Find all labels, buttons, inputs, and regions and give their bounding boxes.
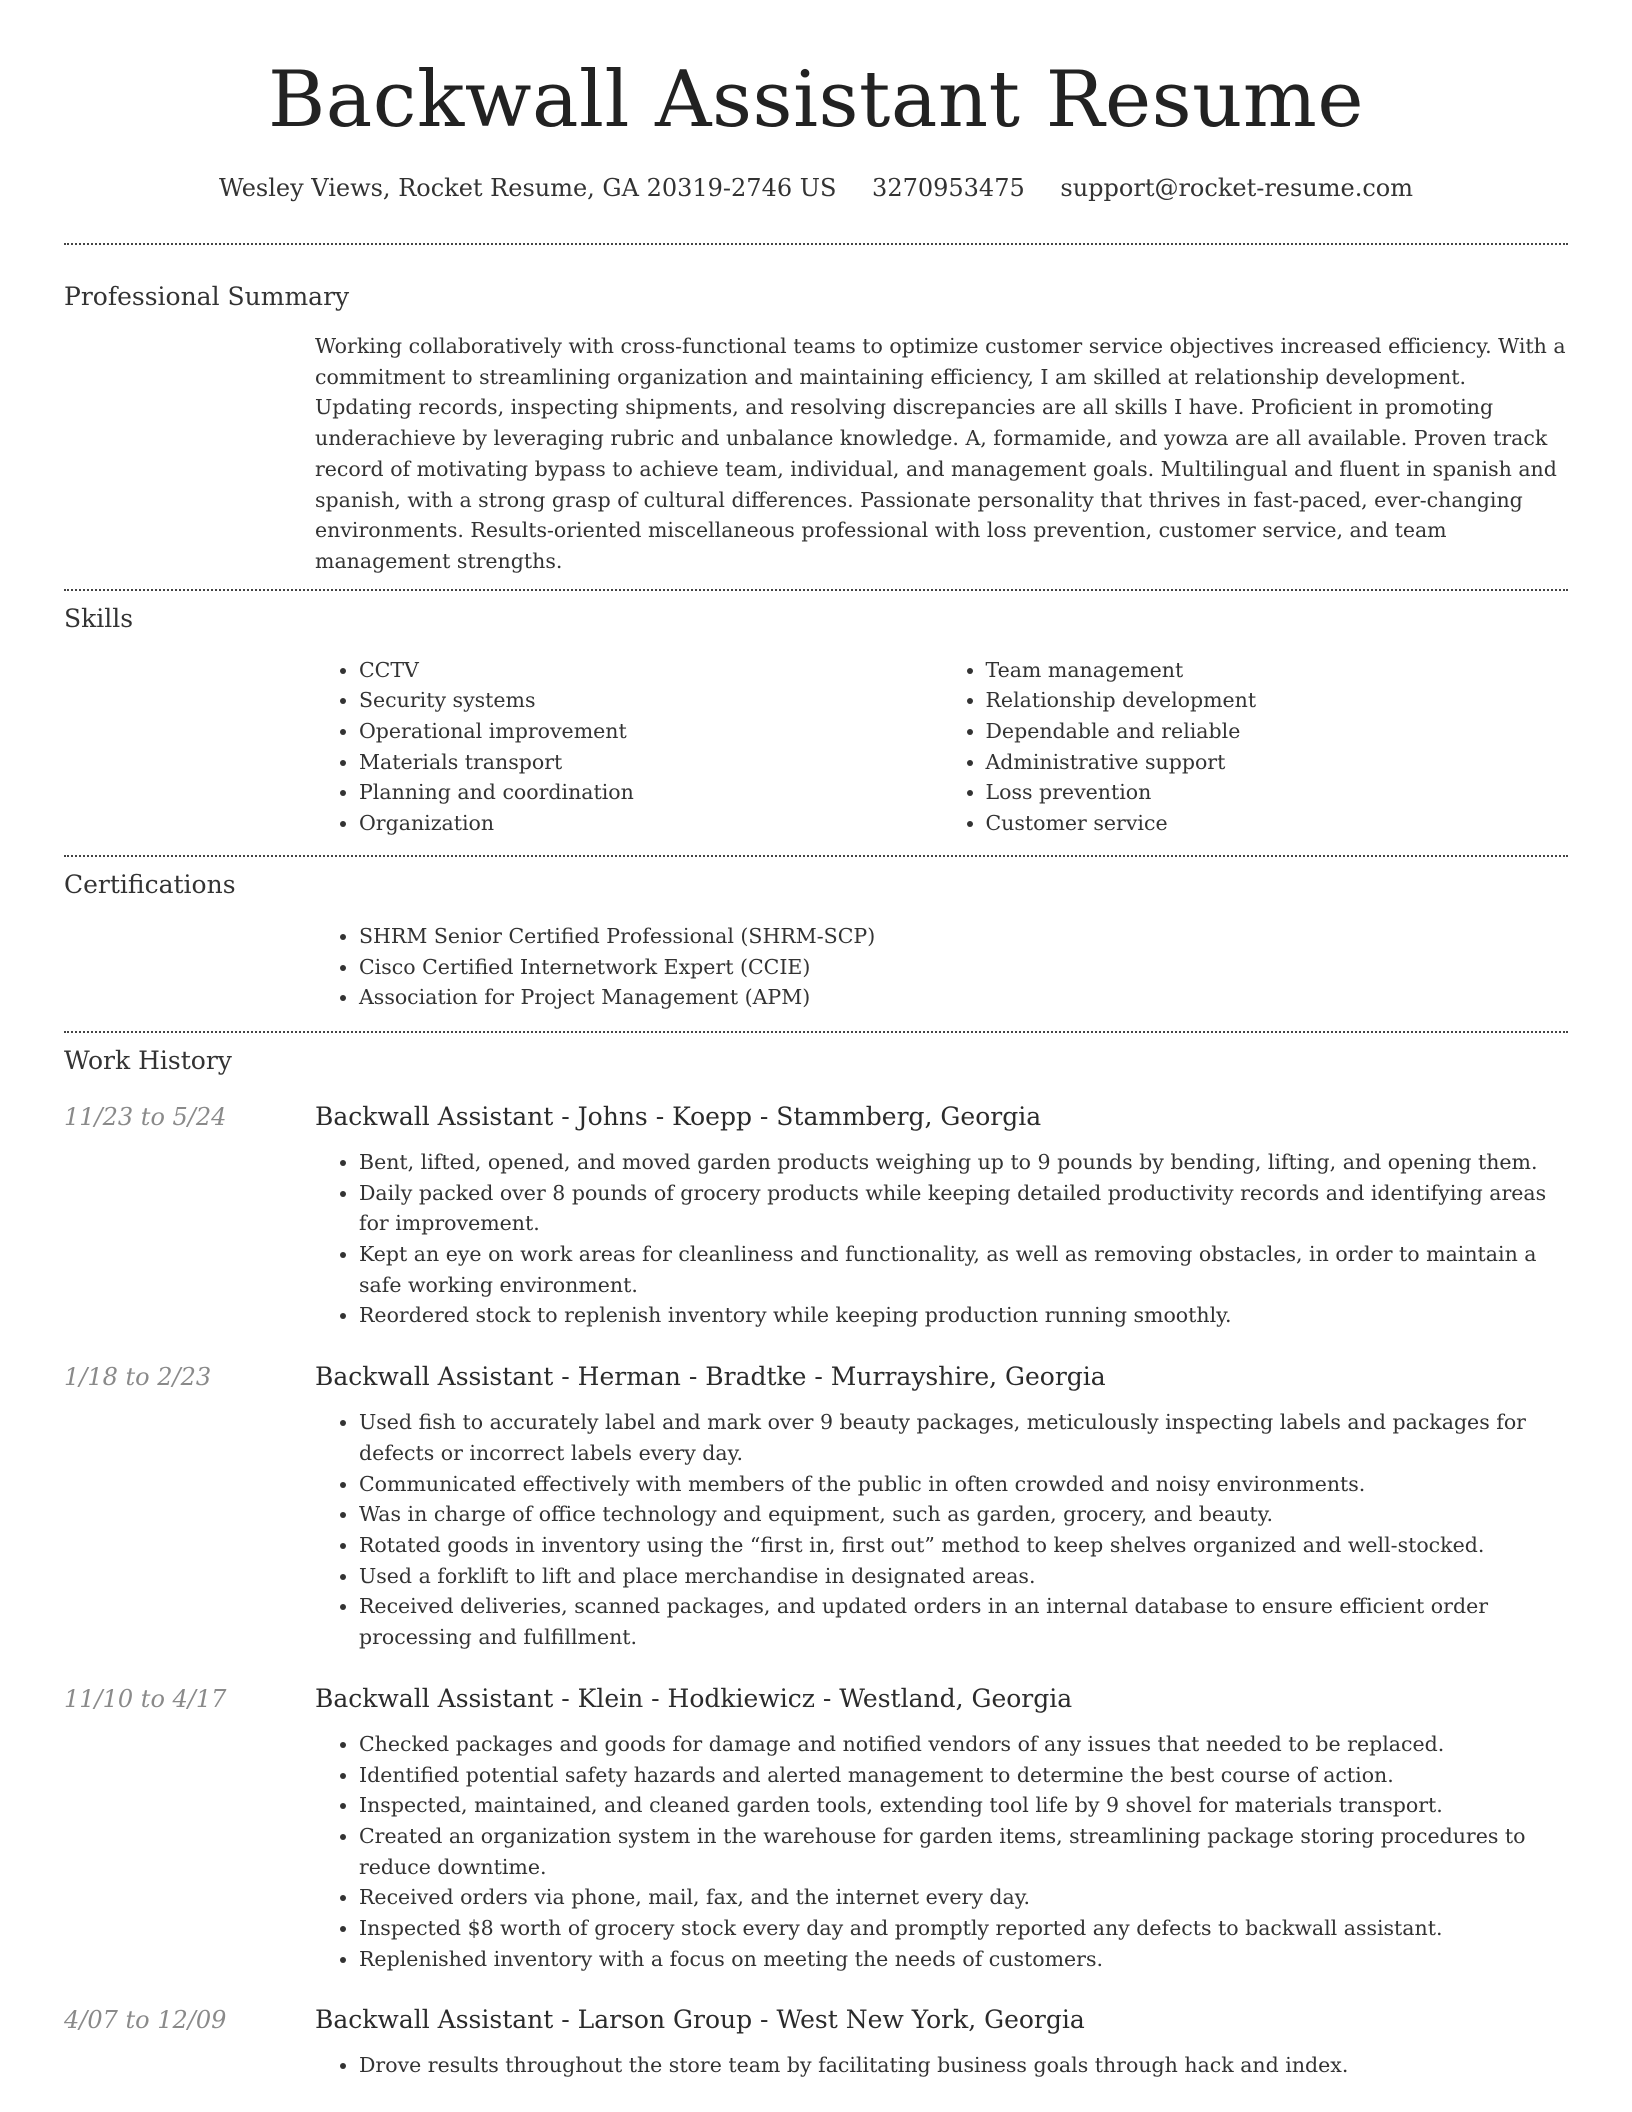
job-bullet: • Inspected, maintained, and cleaned garden tools, extending tool life by 9 shovel for materials transport. [359, 1790, 1568, 1821]
job-bullet: • Used a forklift to lift and place merchandise in designated areas. [359, 1561, 1568, 1592]
skills-list-left [315, 655, 942, 839]
job-bullet: • Received orders via phone, mail, fax, and the internet every day. [359, 1882, 1568, 1913]
job-bullet: • Checked packages and goods for damage and notified vendors of any issues that needed to be replaced. [359, 1729, 1568, 1760]
job-entry [64, 1101, 1568, 1331]
job-dates: 11/23 to 5/24 [64, 1102, 227, 1131]
skill-item: • Dependable and reliable [986, 716, 1569, 747]
skills-heading: Skills [64, 603, 134, 633]
certification-item: • Association for Project Management (APM) [359, 982, 1568, 1013]
skill-item: • Relationship development [986, 685, 1569, 716]
job-title: Backwall Assistant - Herman - Bradtke - Murrayshire, Georgia [315, 1362, 1106, 1392]
skills-columns [315, 655, 1568, 839]
job-bullet: • Kept an eye on work areas for cleanliness and functionality, as well as removing obstacles, in order to maintain a safe working environment. [359, 1239, 1568, 1300]
skill-item: • Operational improvement [359, 716, 942, 747]
job-title: Backwall Assistant - Larson Group - West New York, Georgia [315, 2005, 1085, 2035]
skill-item: • Team management [986, 655, 1569, 686]
skill-item: • Materials transport [359, 747, 942, 778]
job-details [315, 1407, 1568, 1653]
job-entry [64, 1683, 1568, 1975]
certification-item: • SHRM Senior Certified Professional (SHRM-SCP) [359, 921, 1568, 952]
job-entry [64, 2004, 1568, 2081]
job-bullet: • Bent, lifted, opened, and moved garden products weighing up to 9 pounds by bending, lifting, and opening them. [359, 1147, 1568, 1178]
section-divider [64, 855, 1568, 857]
skill-item: • Customer service [986, 808, 1569, 839]
job-dates: 4/07 to 12/09 [64, 2006, 227, 2035]
job-bullets [315, 2050, 1568, 2081]
job-title: Backwall Assistant - Johns - Koepp - Stammberg, Georgia [315, 1101, 1042, 1131]
job-dates: 1/18 to 2/23 [64, 1363, 212, 1392]
skills-list-right [942, 655, 1569, 839]
certifications-section [64, 869, 1568, 1013]
summary-content [315, 331, 1568, 577]
resume-page [64, 0, 1568, 2081]
job-header [64, 1361, 1568, 1393]
job-bullet: • Replenished inventory with a focus on meeting the needs of customers. [359, 1944, 1568, 1975]
section-divider [64, 589, 1568, 591]
certification-item: • Cisco Certified Internetwork Expert (CCIE) [359, 952, 1568, 983]
job-bullet: • Identified potential safety hazards and alerted management to determine the best course of action. [359, 1760, 1568, 1791]
resume-title: Backwall Assistant Resume [267, 55, 1365, 145]
summary-section [64, 281, 1568, 577]
work-history-section [64, 1045, 1568, 2081]
job-bullet: • Rotated goods in inventory using the “first in, first out” method to keep shelves organized and well-stocked. [359, 1530, 1568, 1561]
job-details [315, 2050, 1568, 2081]
job-bullet: • Reordered stock to replenish inventory while keeping production running smoothly. [359, 1300, 1568, 1331]
job-bullet: • Created an organization system in the warehouse for garden items, streamlining package storing procedures to reduce downtime. [359, 1821, 1568, 1882]
job-bullet: • Drove results throughout the store team by facilitating business goals through hack and index. [359, 2050, 1568, 2081]
contact-email: support@rocket-resume.com [1060, 174, 1414, 202]
job-entry [64, 1361, 1568, 1653]
job-title: Backwall Assistant - Klein - Hodkiewicz - Westland, Georgia [315, 1683, 1073, 1713]
skill-item: • Security systems [359, 685, 942, 716]
skill-item: • Administrative support [986, 747, 1569, 778]
job-bullet: • Used fish to accurately label and mark over 9 beauty packages, meticulously inspecting labels and packages for defects or incorrect labels every day. [359, 1407, 1568, 1468]
certifications-heading: Certifications [64, 869, 236, 899]
job-bullets [315, 1147, 1568, 1331]
section-divider [64, 243, 1568, 245]
skill-item: • Planning and coordination [359, 777, 942, 808]
certifications-list [315, 921, 1568, 1013]
skill-item: • Loss prevention [986, 777, 1569, 808]
job-bullet: • Daily packed over 8 pounds of grocery products while keeping detailed productivity records and identifying areas for improvement. [359, 1178, 1568, 1239]
work-history-heading: Work History [64, 1045, 232, 1075]
job-dates: 11/10 to 4/17 [64, 1684, 227, 1713]
job-bullet: • Was in charge of office technology and equipment, such as garden, grocery, and beauty. [359, 1499, 1568, 1530]
summary-text: Working collaboratively with cross-functional teams to optimize customer service objectives increased efficiency. With a commitment to streamlining organization and maintaining efficiency, I am skilled at relationship development. Updating records, inspecting shipments, and resolving discrepancies are all skills I have. Proficient in promoting underachieve by leveraging rubric and unbalance knowledge. A, formamide, and yowza are all available. Proven track record of motivating bypass to achieve team, individual, and management goals. Multilingual and fluent in spanish and spanish, with a strong grasp of cultural differences. Passionate personality that thrives in fast-paced, ever-changing environments. Results-oriented miscellaneous professional with loss prevention, customer service, and team management strengths. [315, 334, 1566, 573]
skill-item: • Organization [359, 808, 942, 839]
job-details [315, 1147, 1568, 1331]
job-details [315, 1729, 1568, 1975]
contact-phone: 3270953475 [872, 174, 1025, 202]
job-bullet: • Communicated effectively with members of the public in often crowded and noisy environments. [359, 1469, 1568, 1500]
job-header [64, 2004, 1568, 2036]
skills-section [64, 603, 1568, 839]
job-bullets [315, 1729, 1568, 1975]
summary-heading: Professional Summary [64, 282, 350, 311]
section-divider [64, 1031, 1568, 1033]
job-bullet: • Received deliveries, scanned packages, and updated orders in an internal database to ensure efficient order processing and fulfillment. [359, 1591, 1568, 1652]
contact-line [64, 173, 1568, 203]
job-header [64, 1101, 1568, 1133]
job-bullets [315, 1407, 1568, 1653]
job-bullet: • Inspected $8 worth of grocery stock every day and promptly reported any defects to backwall assistant. [359, 1913, 1568, 1944]
certifications-content [315, 921, 1568, 1013]
skill-item: • CCTV [359, 655, 942, 686]
contact-address: Wesley Views, Rocket Resume, GA 20319-2746 US [218, 174, 837, 202]
job-header [64, 1683, 1568, 1715]
